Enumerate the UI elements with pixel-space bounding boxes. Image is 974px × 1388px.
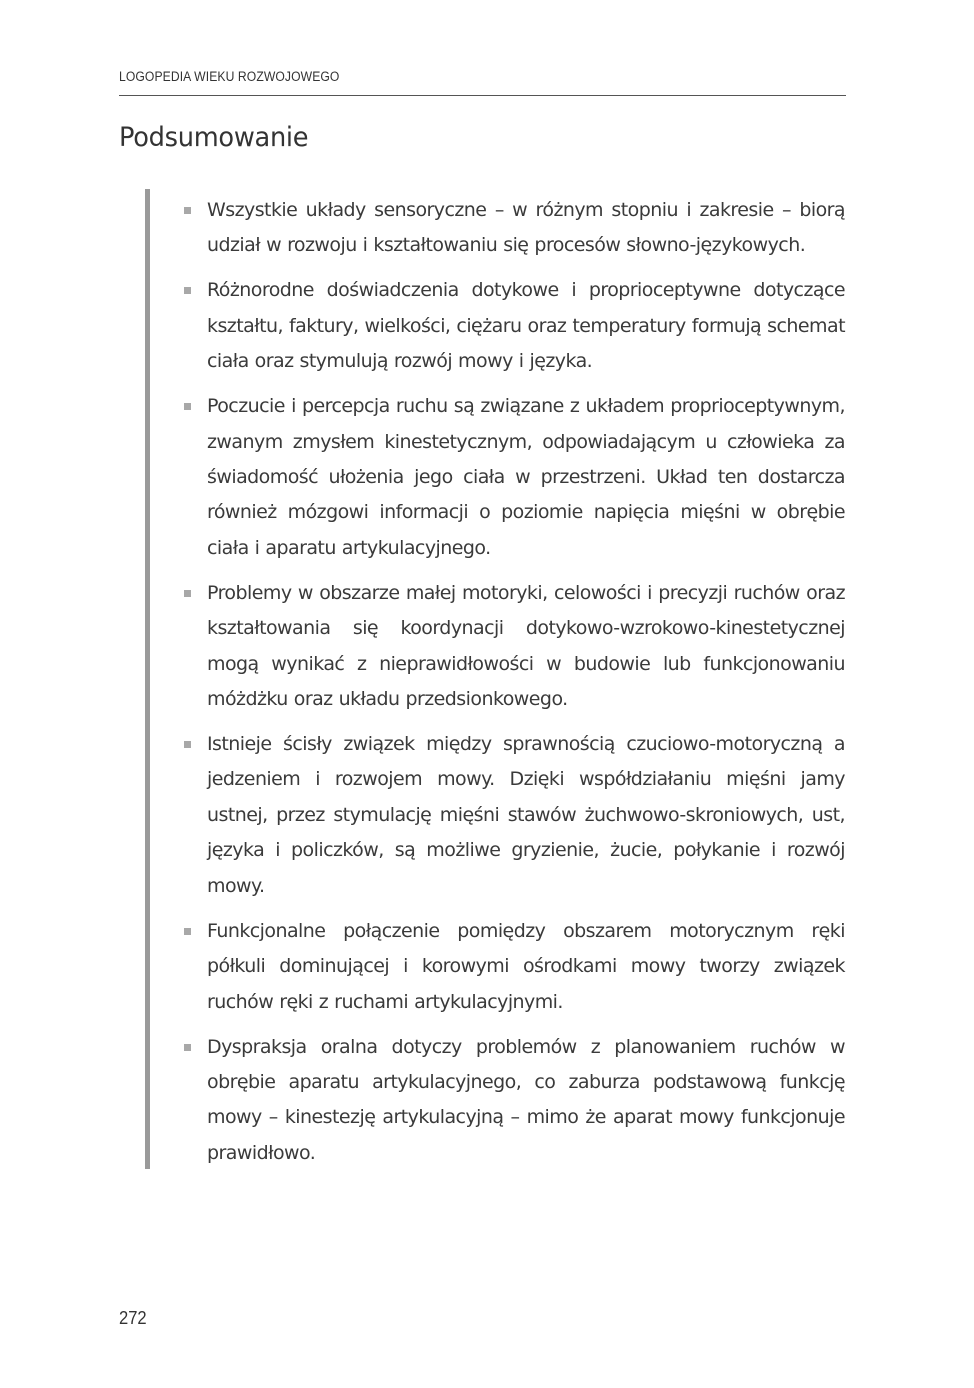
- summary-item-text: Różnorodne doświadczenia dotykowe i proprioceptywne dotyczące kształtu, faktury, wielkości, ciężaru oraz temperatury formują schemat ciała oraz stymulują rozwój mowy i języka.: [207, 279, 845, 373]
- square-bullet-icon: [184, 1044, 191, 1051]
- page-number: 272: [119, 1308, 147, 1328]
- summary-item-text: Wszystkie układy sensoryczne – w różnym stopniu i zakresie – biorą udział w rozwoju i kształtowaniu się procesów słowno-językowych.: [207, 199, 845, 257]
- summary-item-text: Istnieje ścisły związek między sprawnością czuciowo-motoryczną a jedzeniem i rozwojem mowy. Dzięki współdziałaniu mięśni jamy ustnej, przez stymulację mięśni stawów żuchwowo-skroniowych, ust, języka i policzków, są możliwe gryzienie, żucie, połykanie i rozwój mowy.: [207, 733, 845, 897]
- square-bullet-icon: [184, 287, 191, 294]
- summary-list: [207, 193, 845, 1181]
- square-bullet-icon: [184, 928, 191, 935]
- square-bullet-icon: [184, 590, 191, 597]
- running-header-title: LOGOPEDIA WIEKU ROZWOJOWEGO: [119, 69, 340, 84]
- square-bullet-icon: [184, 403, 191, 410]
- running-header: [119, 66, 846, 96]
- summary-item: [207, 273, 845, 379]
- summary-side-bar: [145, 189, 150, 1169]
- summary-item-text: Dyspraksja oralna dotyczy problemów z planowaniem ruchów w obrębie aparatu artykulacyjnego, co zaburza podstawową funkcję mowy – kinestezję artykulacyjną – mimo że aparat mowy funkcjonuje prawidłowo.: [207, 1035, 845, 1164]
- square-bullet-icon: [184, 207, 191, 214]
- summary-item: [207, 727, 845, 904]
- square-bullet-icon: [184, 741, 191, 748]
- section-title: Podsumowanie: [119, 122, 309, 153]
- summary-item: [207, 1030, 845, 1172]
- summary-item-text: Funkcjonalne połączenie pomiędzy obszarem motorycznym ręki półkuli dominującej i korowymi ośrodkami mowy tworzy związek ruchów ręki z ruchami artykulacyjnymi.: [207, 919, 845, 1013]
- summary-item-text: Poczucie i percepcja ruchu są związane z układem proprioceptywnym, zwanym zmysłem kinestetycznym, odpowiadającym u człowieka za świadomość ułożenia jego ciała w przestrzeni. Układ ten dostarcza również mózgowi informacji o poziomie napięcia mięśni w obrębie ciała i aparatu artykulacyjnego.: [207, 395, 845, 559]
- summary-item: [207, 914, 845, 1020]
- summary-item: [207, 193, 845, 264]
- summary-item: [207, 576, 845, 718]
- summary-item: [207, 389, 845, 566]
- summary-item-text: Problemy w obszarze małej motoryki, celowości i precyzji ruchów oraz kształtowania się koordynacji dotykowo-wzrokowo-kinestetycznej mogą wynikać z nieprawidłowości w budowie lub funkcjonowaniu móżdżku oraz układu przedsionkowego.: [207, 581, 845, 711]
- summary-box: [145, 189, 846, 1169]
